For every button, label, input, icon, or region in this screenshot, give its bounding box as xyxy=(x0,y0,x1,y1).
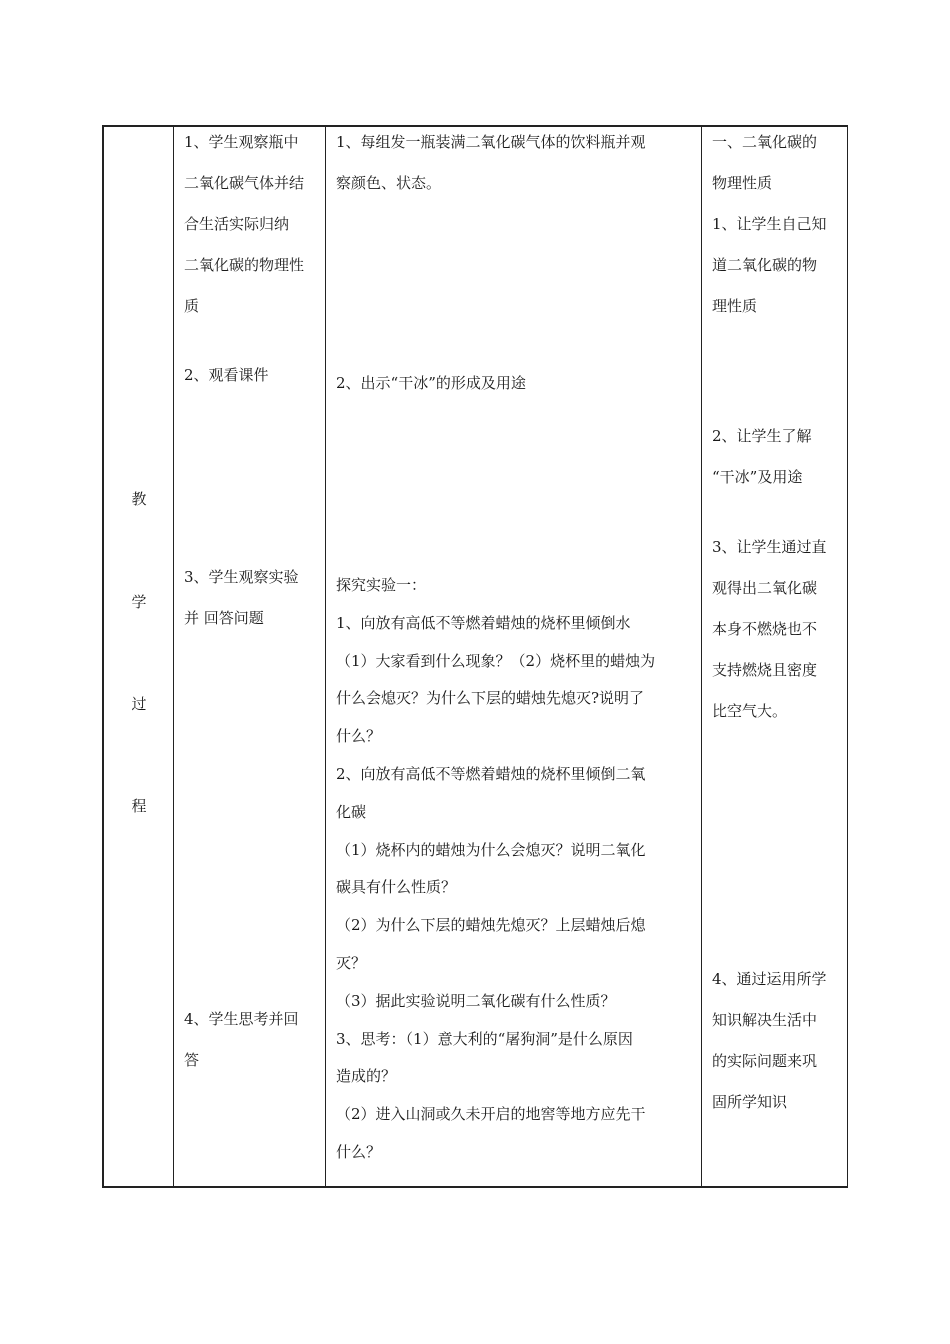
text-line: （2）进入山洞或久未开启的地窖等地方应先干 xyxy=(336,1105,646,1124)
text-line: 并 回答问题 xyxy=(184,609,264,627)
text-line: 探究实验一： xyxy=(336,576,427,594)
text-line: 答 xyxy=(184,1051,200,1069)
text-line: 道二氧化碳的物 xyxy=(712,256,818,274)
text-line: 碳具有什么性质？ xyxy=(336,878,457,897)
text-line: 造成的？ xyxy=(336,1067,397,1086)
section-label-char: 程 xyxy=(131,797,147,815)
text-line: 4、通过运用所学 xyxy=(712,970,827,988)
text-line: 4、学生思考并回 xyxy=(184,1010,299,1028)
section-label-cell xyxy=(104,127,173,1186)
text-line: 察颜色、状态。 xyxy=(336,174,442,192)
text-line: 比空气大。 xyxy=(712,702,788,720)
text-line: 合生活实际归纳 xyxy=(184,215,290,233)
text-line: 2、出示“干冰”的形成及用途 xyxy=(336,374,526,392)
text-line: 3、学生观察实验 xyxy=(184,568,299,586)
design-intent-cell xyxy=(702,127,848,1186)
text-line: 的实际问题来巩 xyxy=(712,1052,818,1070)
teacher-activities-cell xyxy=(326,127,701,1186)
text-line: 3、让学生通过直 xyxy=(712,538,827,556)
text-line: 1、每组发一瓶装满二氧化碳气体的饮料瓶并观 xyxy=(336,133,646,151)
text-line: 理性质 xyxy=(712,297,758,315)
text-line: 化碳 xyxy=(336,802,367,821)
text-line: （1）大家看到什么现象？（2）烧杯里的蜡烛为 xyxy=(336,651,656,670)
text-line: 什么？ xyxy=(336,727,382,746)
section-label-char: 教 xyxy=(131,490,147,508)
text-line: 观得出二氧化碳 xyxy=(712,579,818,597)
text-line: 知识解决生活中 xyxy=(712,1011,818,1029)
section-label-char: 过 xyxy=(131,695,147,713)
text-line: 2、向放有高低不等燃着蜡烛的烧杯里倾倒二氧 xyxy=(336,765,646,783)
text-line: 支持燃烧且密度 xyxy=(712,661,818,679)
text-line: 1、向放有高低不等燃着蜡烛的烧杯里倾倒水 xyxy=(336,613,631,632)
text-line: 什么会熄灭？为什么下层的蜡烛先熄灭?说明了 xyxy=(336,689,645,708)
text-line: （2）为什么下层的蜡烛先熄灭？上层蜡烛后熄 xyxy=(336,916,646,935)
student-activities-cell xyxy=(174,127,325,1186)
text-line: 3、思考：（1）意大利的“屠狗洞”是什么原因 xyxy=(336,1029,633,1048)
text-line: 二氧化碳气体并结 xyxy=(184,174,305,192)
text-line: 什么？ xyxy=(336,1143,382,1161)
text-line: 灭？ xyxy=(336,954,367,972)
text-line: 固所学知识 xyxy=(712,1093,788,1111)
text-line: 一、二氧化碳的 xyxy=(712,133,818,151)
section-label-char: 学 xyxy=(131,593,147,611)
text-line: 1、学生观察瓶中 xyxy=(184,133,299,151)
text-line: 二氧化碳的物理性 xyxy=(184,256,305,274)
text-line: 2、让学生了解 xyxy=(712,427,812,445)
text-line: 本身不燃烧也不 xyxy=(712,620,818,638)
text-line: （3）据此实验说明二氧化碳有什么性质？ xyxy=(336,991,616,1010)
text-line: 1、让学生自己知 xyxy=(712,215,827,233)
text-line: 2、观看课件 xyxy=(184,366,269,384)
text-line: “干冰”及用途 xyxy=(712,468,803,486)
text-line: 物理性质 xyxy=(712,174,773,192)
text-line: 质 xyxy=(184,297,200,315)
lesson-process-table xyxy=(102,125,848,1188)
text-line: （1）烧杯内的蜡烛为什么会熄灭？说明二氧化 xyxy=(336,840,646,859)
